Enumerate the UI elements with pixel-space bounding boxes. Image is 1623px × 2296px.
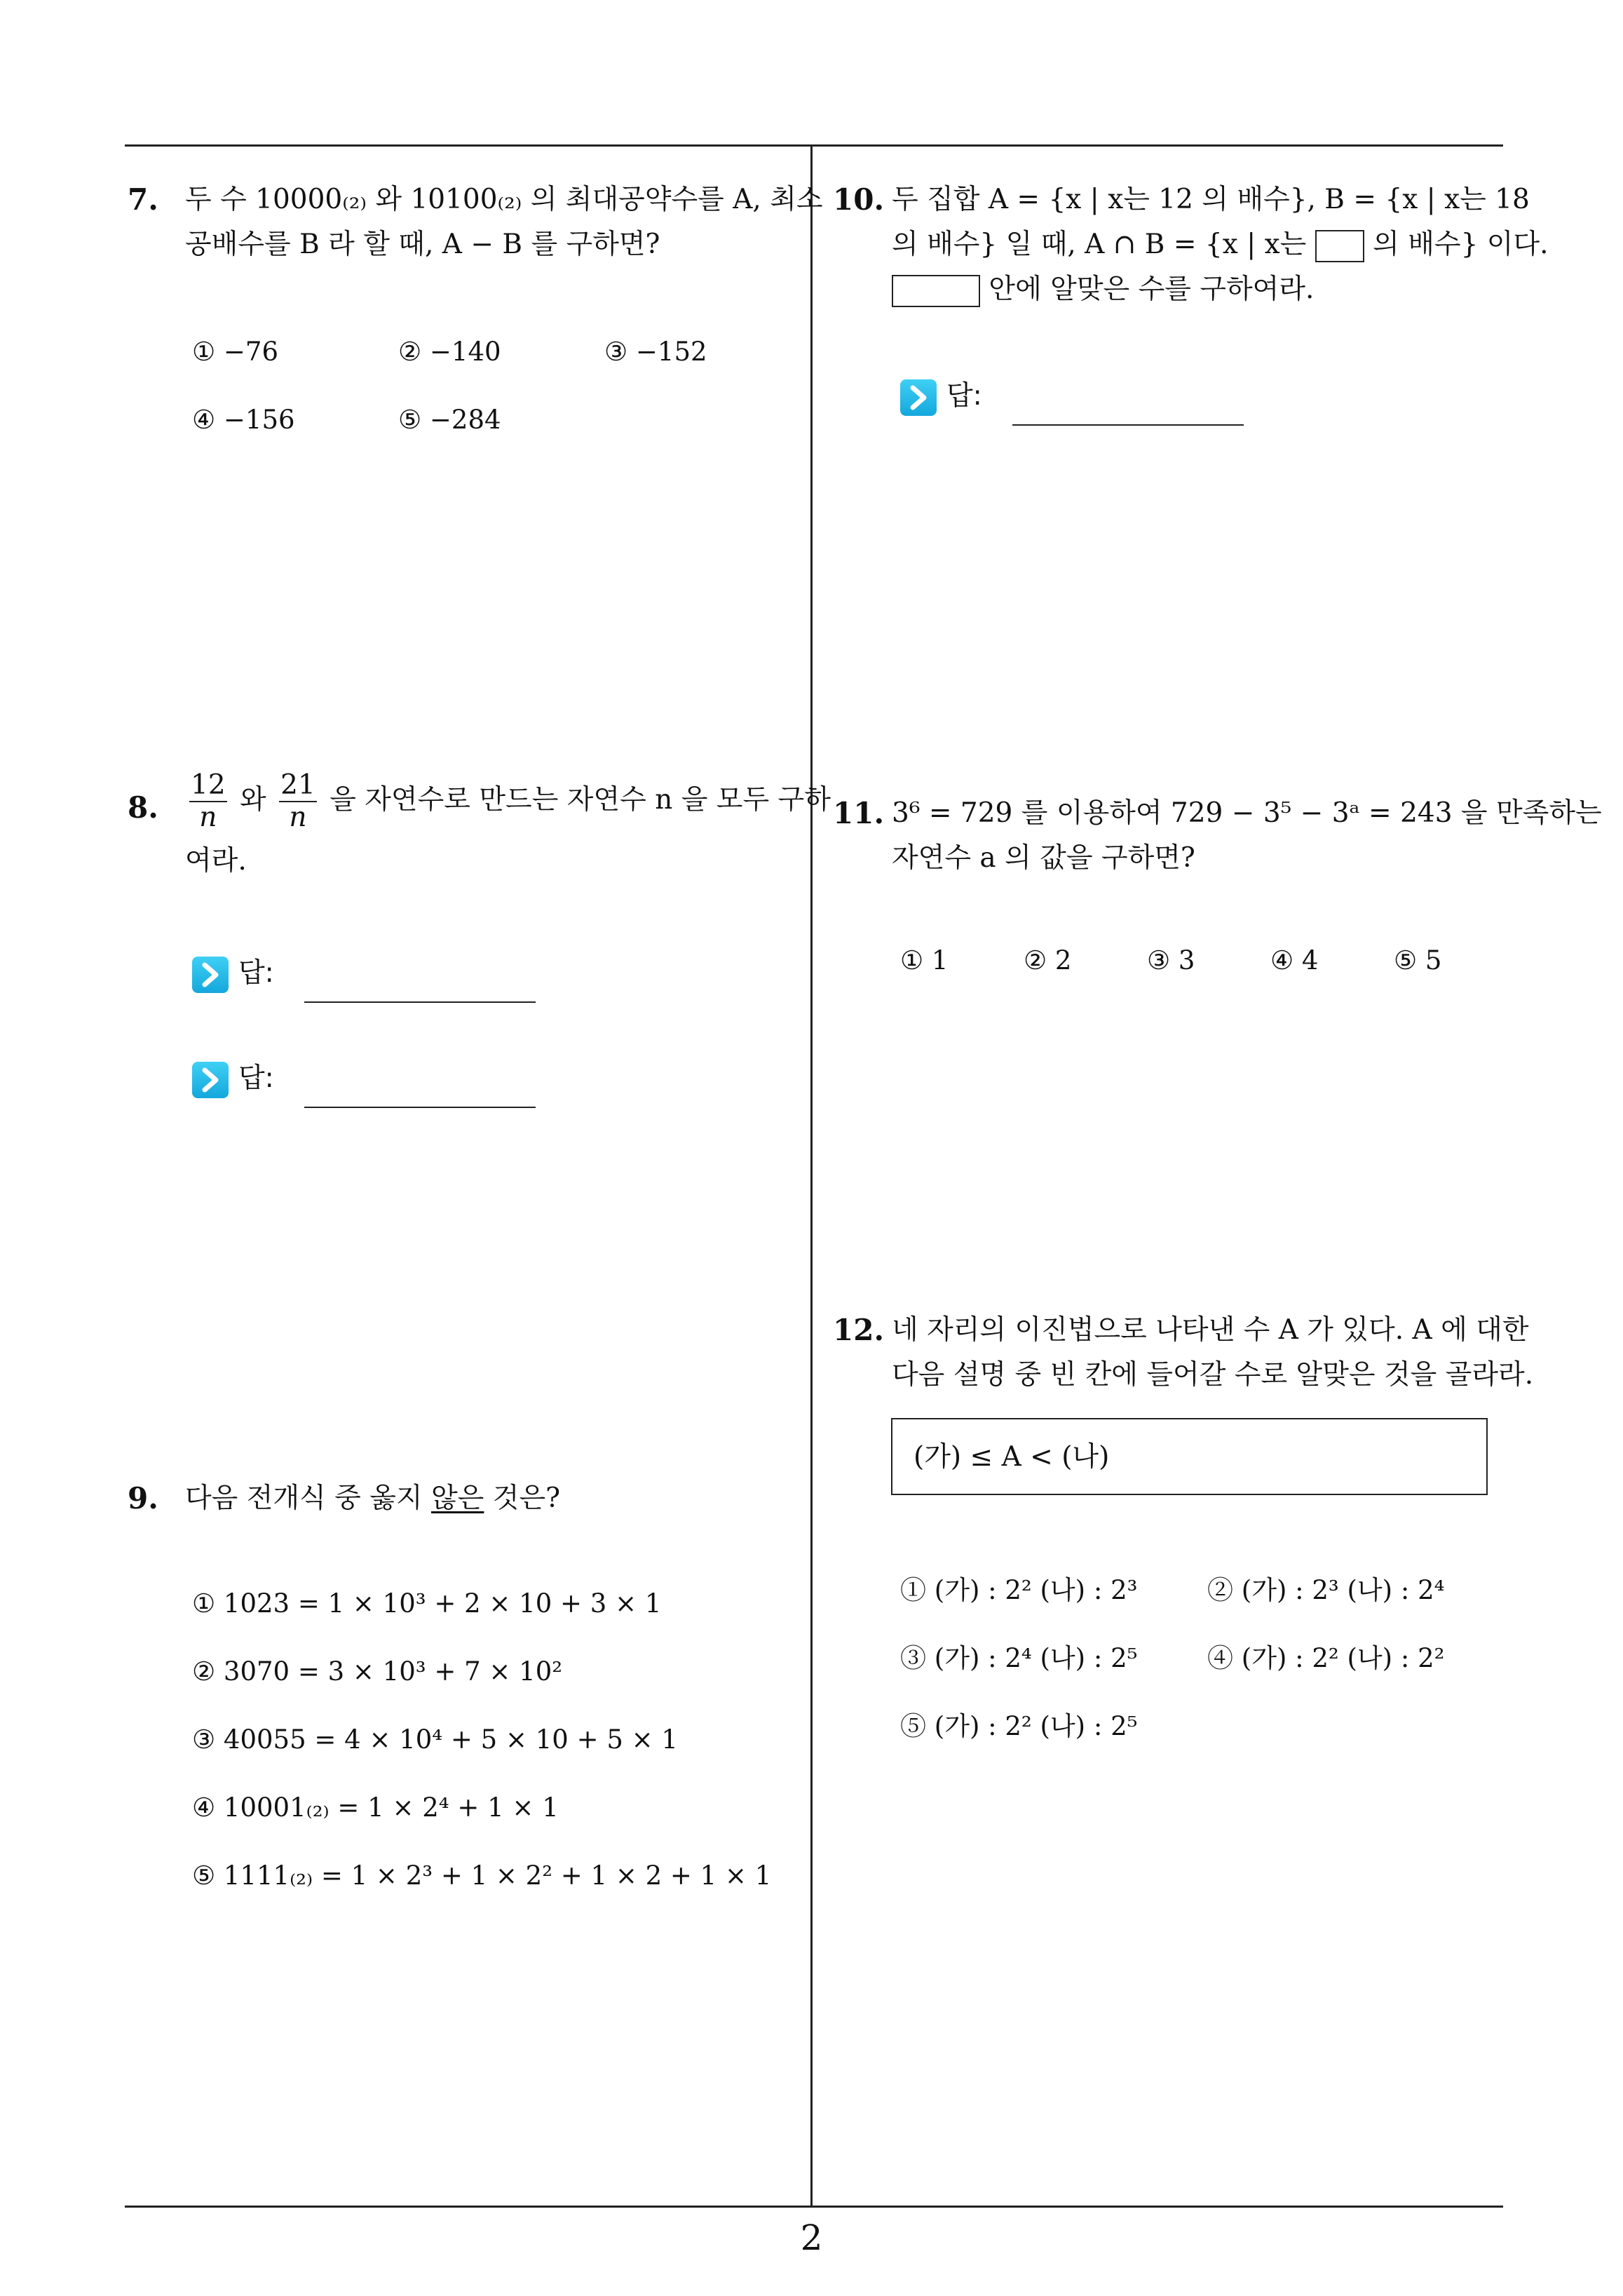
- q12-option-2[interactable]: ② (가) : 2³ (나) : 2⁴: [1207, 1575, 1445, 1605]
- option-1[interactable]: ① 1: [900, 945, 949, 975]
- answer-field[interactable]: [900, 374, 1265, 430]
- question-line: [892, 267, 1549, 312]
- chevron-right-icon: [192, 957, 229, 993]
- fraction-numerator: 12: [191, 769, 226, 801]
- chevron-right-icon: [900, 379, 937, 416]
- blank-box: [892, 275, 980, 307]
- question-line: 공배수를 B 라 할 때, A − B 를 구하면?: [185, 229, 660, 260]
- answer-blank-line[interactable]: [304, 1107, 536, 1108]
- option-2[interactable]: ② 3070 = 3 × 10³ + 7 × 10²: [192, 1656, 563, 1687]
- answer-field-1[interactable]: [192, 951, 557, 1007]
- option-5[interactable]: ⑤ 1111₍₂₎ = 1 × 2³ + 1 × 2² + 1 × 2 + 1 × 1: [192, 1861, 772, 1891]
- bottom-rule: [125, 2206, 1503, 2208]
- question-9: [128, 1476, 801, 1911]
- column-divider: [810, 144, 813, 2207]
- question-number: 11.: [833, 796, 885, 830]
- question-line-part: 의 배수} 일 때, A ∩ B = {x | x는: [892, 229, 1307, 260]
- chevron-right-icon: [192, 1062, 229, 1098]
- question-line: 다음 설명 중 빈 칸에 들어갈 수로 알맞은 것을 골라라.: [892, 1359, 1534, 1391]
- option-3[interactable]: ③ 3: [1147, 945, 1195, 975]
- question-line: 네 자리의 이진법으로 나타낸 수 A 가 있다. A 에 대한: [892, 1314, 1529, 1346]
- question-line: 여라.: [185, 845, 247, 877]
- question-number: 7.: [128, 182, 158, 217]
- fraction-21-over-n: [279, 770, 317, 833]
- question-number: 8.: [128, 790, 158, 825]
- option-5[interactable]: ⑤ 5: [1394, 945, 1442, 975]
- question-10: [833, 177, 1549, 444]
- q12-option-1[interactable]: ① (가) : 2² (나) : 2³: [900, 1575, 1138, 1605]
- answer-blank-line[interactable]: [304, 1001, 536, 1003]
- answer-field-2[interactable]: [192, 1056, 557, 1112]
- fraction-numerator: 21: [280, 769, 315, 801]
- answer-blank-line[interactable]: [1012, 424, 1244, 426]
- question-number: 12.: [833, 1313, 885, 1347]
- question-line: 두 집합 A = {x | x는 12 의 배수}, B = {x | x는 18: [892, 184, 1530, 215]
- answer-label: 답:: [238, 957, 274, 989]
- question-text: [185, 770, 831, 884]
- q12-option-4[interactable]: ④ (가) : 2² (나) : 2²: [1207, 1643, 1445, 1673]
- option-1[interactable]: ① −76: [192, 337, 279, 367]
- question-text: [892, 791, 1602, 881]
- fraction-12-over-n: [189, 770, 227, 833]
- question-text: [892, 177, 1549, 312]
- fraction-denominator: n: [199, 802, 217, 833]
- option-4[interactable]: ④ −156: [192, 405, 295, 435]
- option-1[interactable]: ① 1023 = 1 × 10³ + 2 × 10 + 3 × 1: [192, 1588, 662, 1619]
- question-line-part: 의 배수} 이다.: [1373, 229, 1549, 260]
- fraction-denominator: n: [289, 802, 307, 833]
- question-text: [185, 177, 823, 267]
- question-12: [833, 1308, 1534, 1406]
- condition-box: (가) ≤ A < (나): [891, 1418, 1488, 1495]
- question-text: [185, 1476, 560, 1521]
- q12-option-5[interactable]: ⑤ (가) : 2² (나) : 2⁵: [900, 1711, 1138, 1741]
- question-rest: 을 자연수로 만드는 자연수 n 을 모두 구하: [330, 784, 831, 816]
- question-line-part: 안에 알맞은 수를 구하여라.: [989, 274, 1315, 305]
- answer-label: 답:: [946, 380, 982, 412]
- top-rule: [125, 144, 1503, 147]
- answer-label: 답:: [238, 1062, 274, 1094]
- option-2[interactable]: ② 2: [1024, 945, 1072, 975]
- question-8: [128, 769, 831, 1163]
- option-4[interactable]: ④ 4: [1270, 945, 1319, 975]
- question-7: [128, 177, 823, 444]
- question-text-before: 다음 전개식 중 옳지: [185, 1483, 423, 1514]
- question-number: 9.: [128, 1481, 158, 1515]
- option-5[interactable]: ⑤ −284: [398, 405, 501, 435]
- question-text: [892, 1308, 1533, 1398]
- option-3[interactable]: ③ −152: [604, 337, 707, 367]
- q12-option-3[interactable]: ③ (가) : 2⁴ (나) : 2⁵: [900, 1643, 1138, 1673]
- question-line: [185, 770, 831, 839]
- option-3[interactable]: ③ 40055 = 4 × 10⁴ + 5 × 10 + 5 × 1: [192, 1724, 678, 1755]
- question-text-after: 것은?: [492, 1483, 561, 1514]
- option-4[interactable]: ④ 10001₍₂₎ = 1 × 2⁴ + 1 × 1: [192, 1792, 559, 1823]
- question-line: 자연수 a 의 값을 구하면?: [892, 842, 1195, 874]
- question-line: 3⁶ = 729 를 이용하여 729 − 3⁵ − 3ᵃ = 243 을 만족하는: [892, 797, 1602, 829]
- option-2[interactable]: ② −140: [398, 337, 501, 367]
- underlined-word: 않은: [431, 1483, 484, 1514]
- question-line: 두 수 10000₍₂₎ 와 10100₍₂₎ 의 최대공약수를 A, 최소: [185, 184, 823, 215]
- connector-text: 와: [240, 784, 266, 816]
- question-line: [185, 1476, 560, 1521]
- page-number: 2: [800, 2217, 823, 2258]
- question-number: 10.: [833, 182, 885, 217]
- blank-box: [1315, 230, 1364, 262]
- question-11: [833, 791, 1602, 1001]
- question-line: [892, 222, 1549, 267]
